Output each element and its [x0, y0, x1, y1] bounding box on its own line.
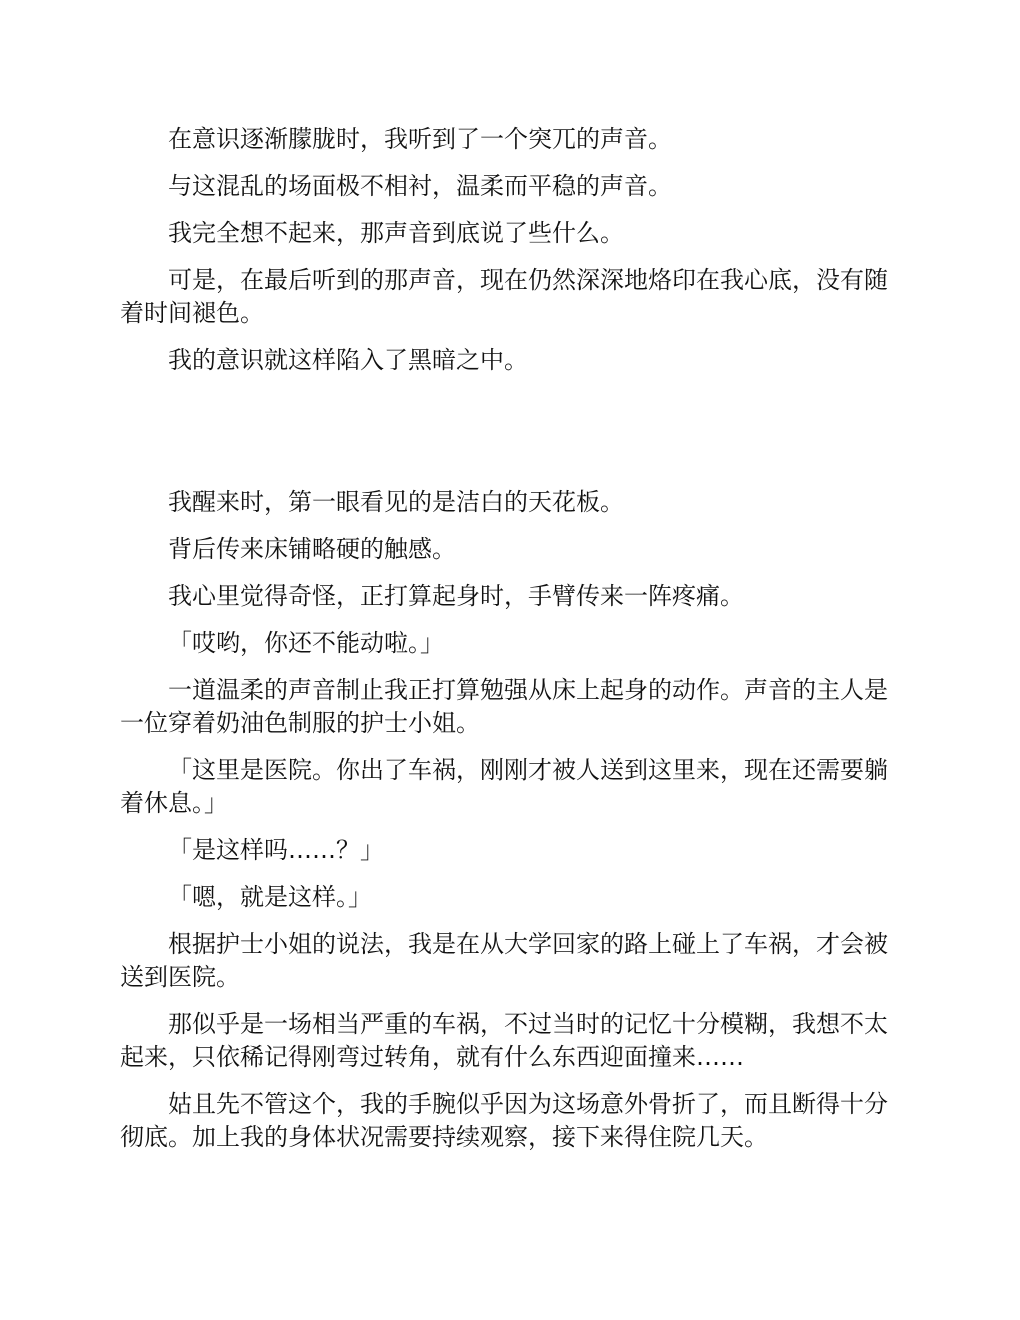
paragraph: 我的意识就这样陷入了黑暗之中。	[168, 346, 528, 374]
text-section-1	[120, 123, 905, 391]
paragraph: 可是，在最后听到的那声音，现在仍然深深地烙印在我心底，没有随着时间褪色。	[120, 266, 888, 327]
paragraph: 在意识逐渐朦胧时，我听到了一个突兀的声音。	[168, 125, 672, 153]
paragraph: 我醒来时，第一眼看见的是洁白的天花板。	[168, 488, 624, 516]
text-section-2	[120, 486, 905, 1168]
paragraph: 我心里觉得奇怪，正打算起身时，手臂传来一阵疼痛。	[168, 582, 744, 610]
paragraph: 那似乎是一场相当严重的车祸，不过当时的记忆十分模糊，我想不太起来，只依稀记得刚弯过转角，就有什么东西迎面撞来……	[120, 1010, 888, 1071]
paragraph: 根据护士小姐的说法，我是在从大学回家的路上碰上了车祸，才会被送到医院。	[120, 930, 888, 991]
paragraph: 我完全想不起来，那声音到底说了些什么。	[168, 219, 624, 247]
dialogue-paragraph: 「是这样吗……？」	[168, 836, 384, 864]
paragraph: 背后传来床铺略硬的触感。	[168, 535, 456, 563]
paragraph: 姑且先不管这个，我的手腕似乎因为这场意外骨折了，而且断得十分彻底。加上我的身体状况需要持续观察，接下来得住院几天。	[120, 1090, 888, 1151]
paragraph: 与这混乱的场面极不相衬，温柔而平稳的声音。	[168, 172, 672, 200]
dialogue-paragraph: 「这里是医院。你出了车祸，刚刚才被人送到这里来，现在还需要躺着休息。」	[120, 756, 888, 817]
dialogue-paragraph: 「哎哟，你还不能动啦。」	[168, 629, 444, 657]
dialogue-paragraph: 「嗯，就是这样。」	[168, 883, 372, 911]
paragraph: 一道温柔的声音制止我正打算勉强从床上起身的动作。声音的主人是一位穿着奶油色制服的护士小姐。	[120, 676, 888, 737]
